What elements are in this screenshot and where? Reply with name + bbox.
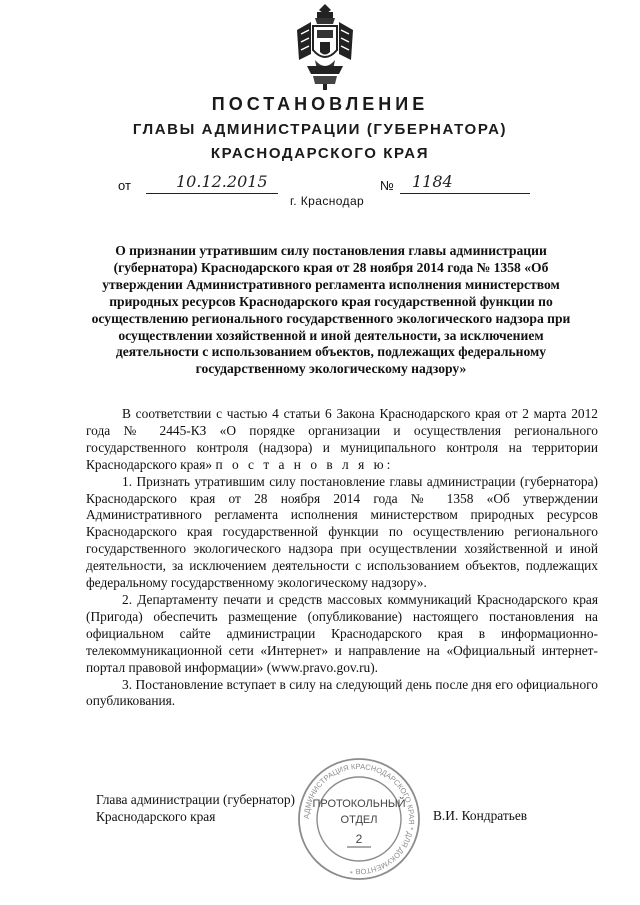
official-stamp <box>295 755 423 883</box>
issuer-line-1: ГЛАВЫ АДМИНИСТРАЦИИ (ГУБЕРНАТОРА) <box>132 121 508 138</box>
date-label: от <box>118 178 131 193</box>
signatory-position-line-2: Краснодарского края <box>96 809 216 824</box>
number-value: 1184 <box>412 172 453 191</box>
document-heading: О признании утратившим силу постановления главы администрации (губернатора) Краснодарского края от 28 ноября 2014 года № 1358 «Об утверждении Административного регламента исполнения министерством природных ресурсов Краснодарского края государственной функции по осуществлению регионального государственного экологического надзора при осуществлении хозяйственной и иной деятельности, за исключением деятельности с использованием объектов, подлежащих федеральному государственному экологическому надзору» <box>91 243 571 377</box>
item-2-paragraph: 2. Департаменту печати и средств массовых коммуникаций Краснодарского края (Пригода) обеспечить размещение (опубликование) настоящего постановления на официальном сайте администрации Краснодарского края в информационно-телекоммуникационной сети «Интернет» и направление на «Официальный интернет-портал правовой информации» (www.pravo.gov.ru). <box>86 591 598 675</box>
stamp-number: 2 <box>355 832 363 846</box>
signatory-position-line-1: Глава администрации (губернатор) <box>96 792 296 807</box>
signatory-position <box>96 791 295 825</box>
number-underline <box>400 193 530 194</box>
city-label: г. Краснодар <box>290 194 365 208</box>
item-1-paragraph: 1. Признать утратившим силу постановление главы администрации (губернатора) Краснодарского края от 28 ноября 2014 года № 1358 «Об утверждении Административного регламента исполнения министерством природных ресурсов Краснодарского края государственной функции по осуществлению регионального государственного экологического надзора при осуществлении хозяйственной и иной деятельности, за исключением деятельности с использованием объектов, подлежащих федеральному государственному экологическому надзору». <box>86 473 598 591</box>
krasnodar-coat-of-arms-icon <box>293 4 357 90</box>
preamble-paragraph <box>86 406 598 474</box>
stamp-line-1: ПРОТОКОЛЬНЫЙ <box>312 798 406 810</box>
stamp-ring-text: АДМИНИСТРАЦИЯ КРАСНОДАРСКОГО КРАЯ * ДЛЯ ДОКУМЕНТОВ * <box>301 761 417 877</box>
issuer-line-2: КРАСНОДАРСКОГО КРАЯ <box>210 145 430 162</box>
item-3-paragraph: 3. Постановление вступает в силу на следующий день после дня его официального опубликования. <box>86 676 598 709</box>
document-type-title: ПОСТАНОВЛЕНИЕ <box>211 94 429 114</box>
stamp-line-2: ОТДЕЛ <box>340 814 378 826</box>
decree-word: п о с т а н о в л я ю: <box>215 456 394 472</box>
document-body <box>86 406 598 710</box>
date-underline <box>146 193 278 194</box>
signatory-name: В.И. Кондратьев <box>433 808 528 823</box>
date-value: 10.12.2015 <box>176 172 268 191</box>
preamble-text: В соответствии с частью 4 статьи 6 Закона Краснодарского края от 2 марта 2012 года № 2445-КЗ «О порядке организации и осуществления регионального государственного контроля (надзора) и муниципального контроля на территории Краснодарского края» <box>86 406 598 472</box>
number-label: № <box>380 178 394 193</box>
